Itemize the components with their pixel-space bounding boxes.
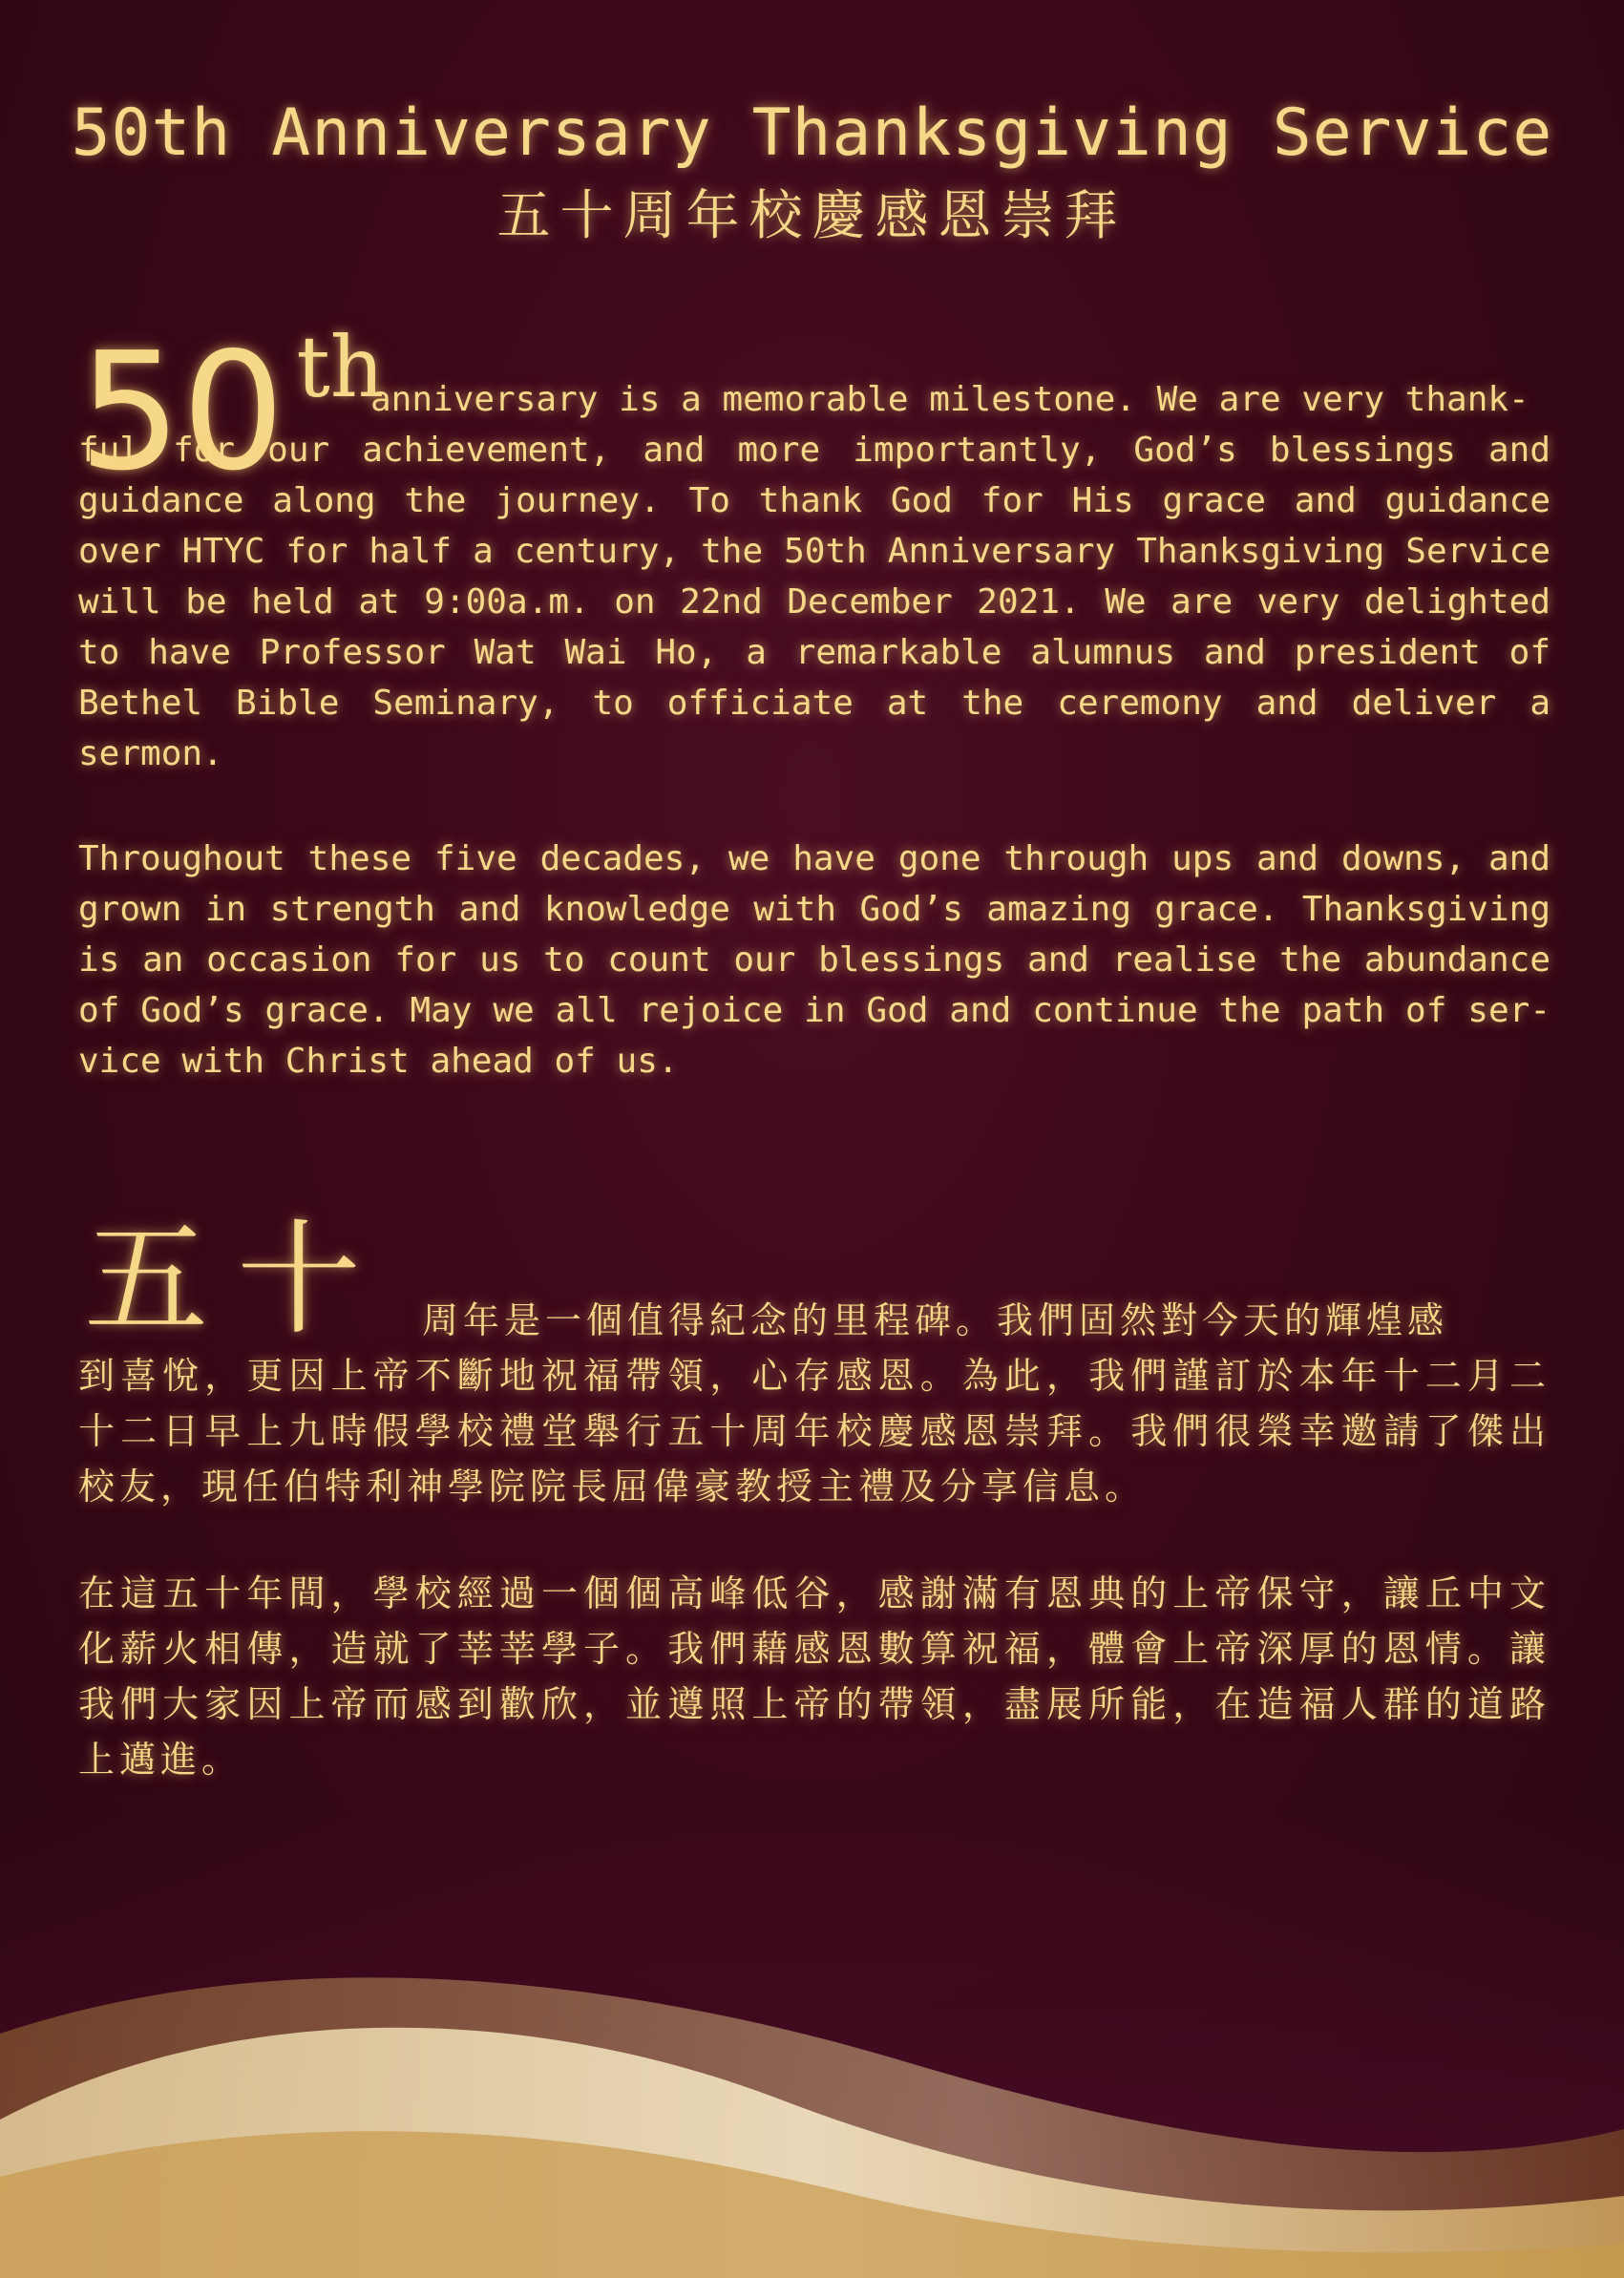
chinese-paragraph-1: [78, 1293, 1550, 1514]
english-paragraph-1: [78, 374, 1550, 779]
dropcap-chinese: 五十: [84, 1207, 390, 1352]
english-paragraph-2: [78, 833, 1550, 1086]
title-english: 50th Anniversary Thanksgiving Service: [71, 95, 1553, 171]
english-paragraph-1-lead: anniversary is a memorable milestone. We are very thank-: [370, 380, 1529, 419]
chinese-paragraph-2: [78, 1566, 1550, 1787]
chinese-paragraph-2-text: 在這五十年間，學校經過一個個高峰低谷，感謝滿有恩典的上帝保守，讓丘中文化薪火相傳，造就了莘莘學子。我們藉感恩數算祝福，體會上帝深厚的恩情。讓我們大家因上帝而感到歡欣，並遵照上帝的帶領，盡展所能，在造福人群的道路上邁進。: [78, 1572, 1550, 1781]
dropcap-suffix: th: [296, 318, 385, 416]
gold-ribbon-decoration: [0, 1814, 1624, 2278]
english-paragraph-2-text: Throughout these five decades, we have gone through ups and downs, and grown in strength and knowledge with God’s amazing grace. Thanksgiving is an occasion for us to count our blessings and realise the abundance of God’s grace. May we all rejoice in God and continue the path of ser-vice with Christ ahead of us.: [78, 839, 1550, 1081]
english-paragraph-1-rest: ful for our achievement, and more importantly, God’s blessings and guidance along the journey. To thank God for His grace and guidance over HTYC for half a century, the 50th Anniversary Thanksgiving Service will be held at 9:00a.m. on 22nd December 2021. We are very delighted to have Professor Wat Wai Ho, a remarkable alumnus and president of Bethel Bible Seminary, to officiate at the ceremony and deliver a sermon.: [78, 431, 1550, 773]
title-chinese: 五十周年校慶感恩崇拜: [496, 185, 1128, 247]
dropcap-number: 50: [78, 318, 285, 507]
chinese-paragraph-1-lead: 周年是一個值得紀念的里程碑。我們固然對今天的輝煌感: [422, 1299, 1449, 1341]
chinese-paragraph-1-rest: 到喜悅，更因上帝不斷地祝福帶領，心存感恩。為此，我們謹訂於本年十二月二十二日早上九時假學校禮堂舉行五十周年校慶感恩崇拜。我們很榮幸邀請了傑出校友，現任伯特利神學院院長屈偉豪教授主禮及分享信息。: [78, 1355, 1550, 1508]
